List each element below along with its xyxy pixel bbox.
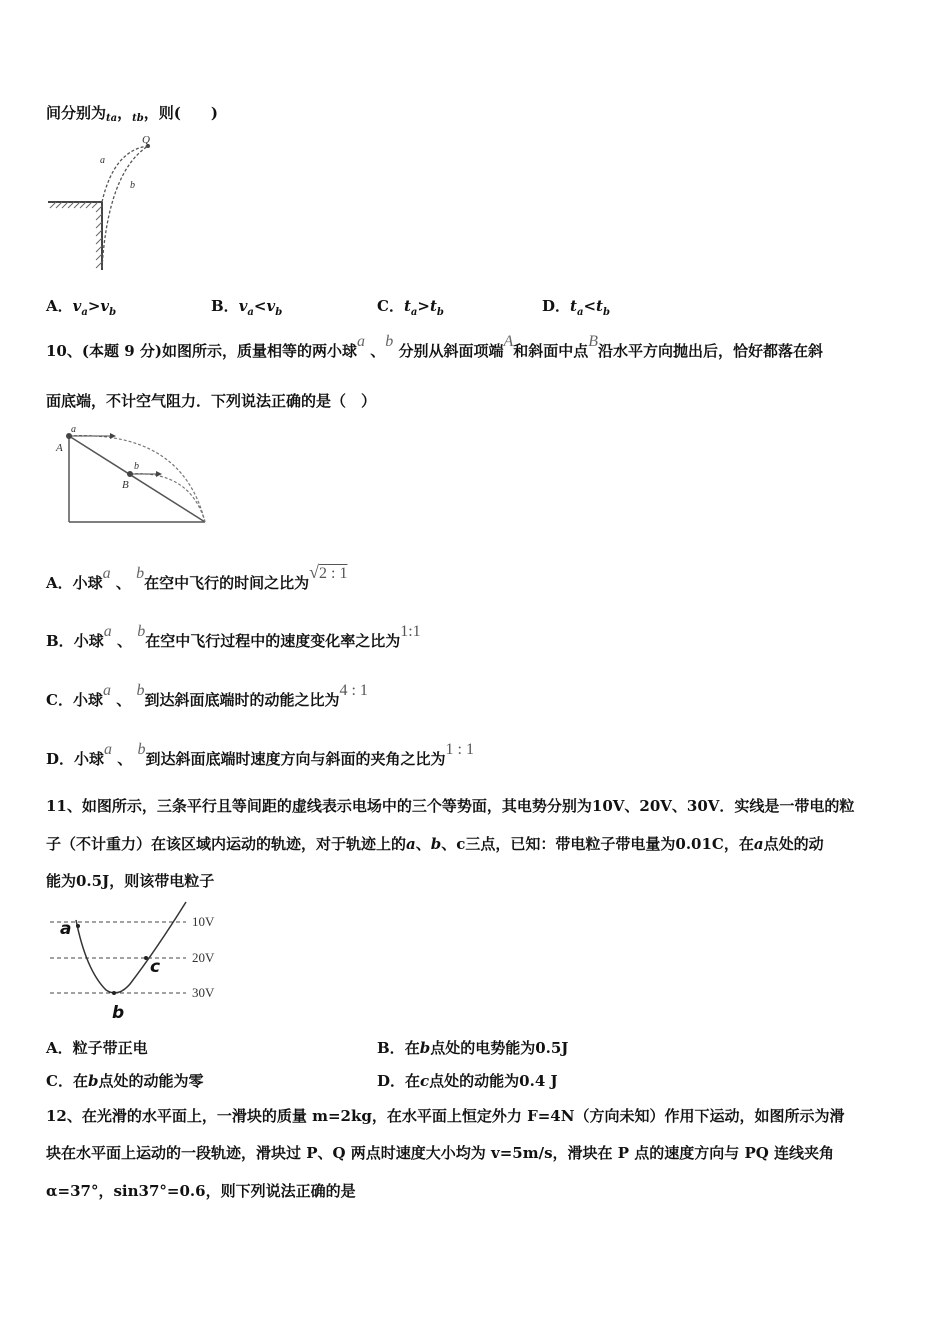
q10-label-a: a xyxy=(71,424,76,435)
q9-option-d[interactable]: D．$t_a<t_b$ xyxy=(542,297,610,318)
q12-stem-line1: 12、在光滑的水平面上，一滑块的质量 m=2kg，在水平面上恒定外力 F=4N（方向未知）作用下运动，如图所示为滑 xyxy=(46,1107,845,1125)
q10-label-A: A xyxy=(56,442,63,454)
q11-option-b[interactable]: B．在b点处的电势能为0.5J xyxy=(377,1039,569,1057)
q9-option-c[interactable]: C．$t_a>t_b$ xyxy=(377,297,444,318)
q11-option-d[interactable]: D．在c点处的动能为0.4 J xyxy=(377,1072,558,1090)
q12-stem-line3: α=37°，sin37°=0.6，则下列说法正确的是 xyxy=(46,1182,356,1200)
q11-label-a: a xyxy=(60,919,72,939)
q11-stem-line1: 11、如图所示，三条平行且等间距的虚线表示电场中的三个等势面，其电势分别为10V、20V、30V．实线是一带电的粒 xyxy=(46,797,855,815)
q10-label-b: b xyxy=(134,461,139,472)
q11-label-b: b xyxy=(112,1003,125,1023)
q10-stem-line2: 面底端，不计空气阻力．下列说法正确的是（ ） xyxy=(46,392,377,410)
q10-stem-line1: 10、(本题 9 分)如图所示，质量相等的两小球a 、b 分别从斜面项端A和斜面中点B沿水平方向抛出后，恰好都落在斜 xyxy=(46,333,824,360)
q10-option-c[interactable]: C．小球a 、 b到达斜面底端时的动能之比为4 : 1 xyxy=(46,682,368,709)
q11-label-20v: 20V xyxy=(192,950,215,965)
q11-stem-line2: 子（不计重力）在该区域内运动的轨迹，对于轨迹上的a、b、c三点，已知：带电粒子带电量为0.01C，在a点处的动 xyxy=(46,835,824,853)
q9-path-a xyxy=(102,146,148,202)
q10-option-a[interactable]: A．小球a 、 b在空中飞行的时间之比为√2 : 1 xyxy=(46,562,348,592)
q11-figure xyxy=(46,900,246,1026)
q11-label-c: c xyxy=(150,957,161,977)
q9-path-b xyxy=(102,146,148,268)
q11-label-30v: 30V xyxy=(192,985,215,1000)
q11-option-a[interactable]: A．粒子带正电 xyxy=(46,1039,148,1057)
q9-stem: 间分别为$_{ta}$，$_{tb}$，则( ) xyxy=(46,104,218,124)
q10-option-b[interactable]: B．小球a 、 b在空中飞行过程中的速度变化率之比为1:1 xyxy=(46,623,421,650)
q10-figure xyxy=(52,424,212,528)
q9-label-b: b xyxy=(130,180,135,191)
q11-stem-line3: 能为0.5J，则该带电粒子 xyxy=(46,872,215,890)
q9-label-q: Q xyxy=(142,134,150,146)
q9-option-a[interactable]: A．$v_a>v_b$ xyxy=(46,297,117,318)
q10-option-d[interactable]: D．小球a 、 b到达斜面底端时速度方向与斜面的夹角之比为1 : 1 xyxy=(46,741,474,768)
q12-stem-line2: 块在水平面上运动的一段轨迹，滑块过 P、Q 两点时速度大小均为 v=5m/s，滑块在 P 点的速度方向与 PQ 连线夹角 xyxy=(46,1144,835,1162)
q11-label-10v: 10V xyxy=(192,914,215,929)
q9-label-a: a xyxy=(100,155,105,166)
q9-option-b[interactable]: B．$v_a<v_b$ xyxy=(211,297,283,318)
q10-label-B: B xyxy=(122,479,129,491)
q11-option-c[interactable]: C．在b点处的动能为零 xyxy=(46,1072,204,1090)
q11-trajectory xyxy=(76,902,186,993)
q9-figure xyxy=(44,132,164,274)
